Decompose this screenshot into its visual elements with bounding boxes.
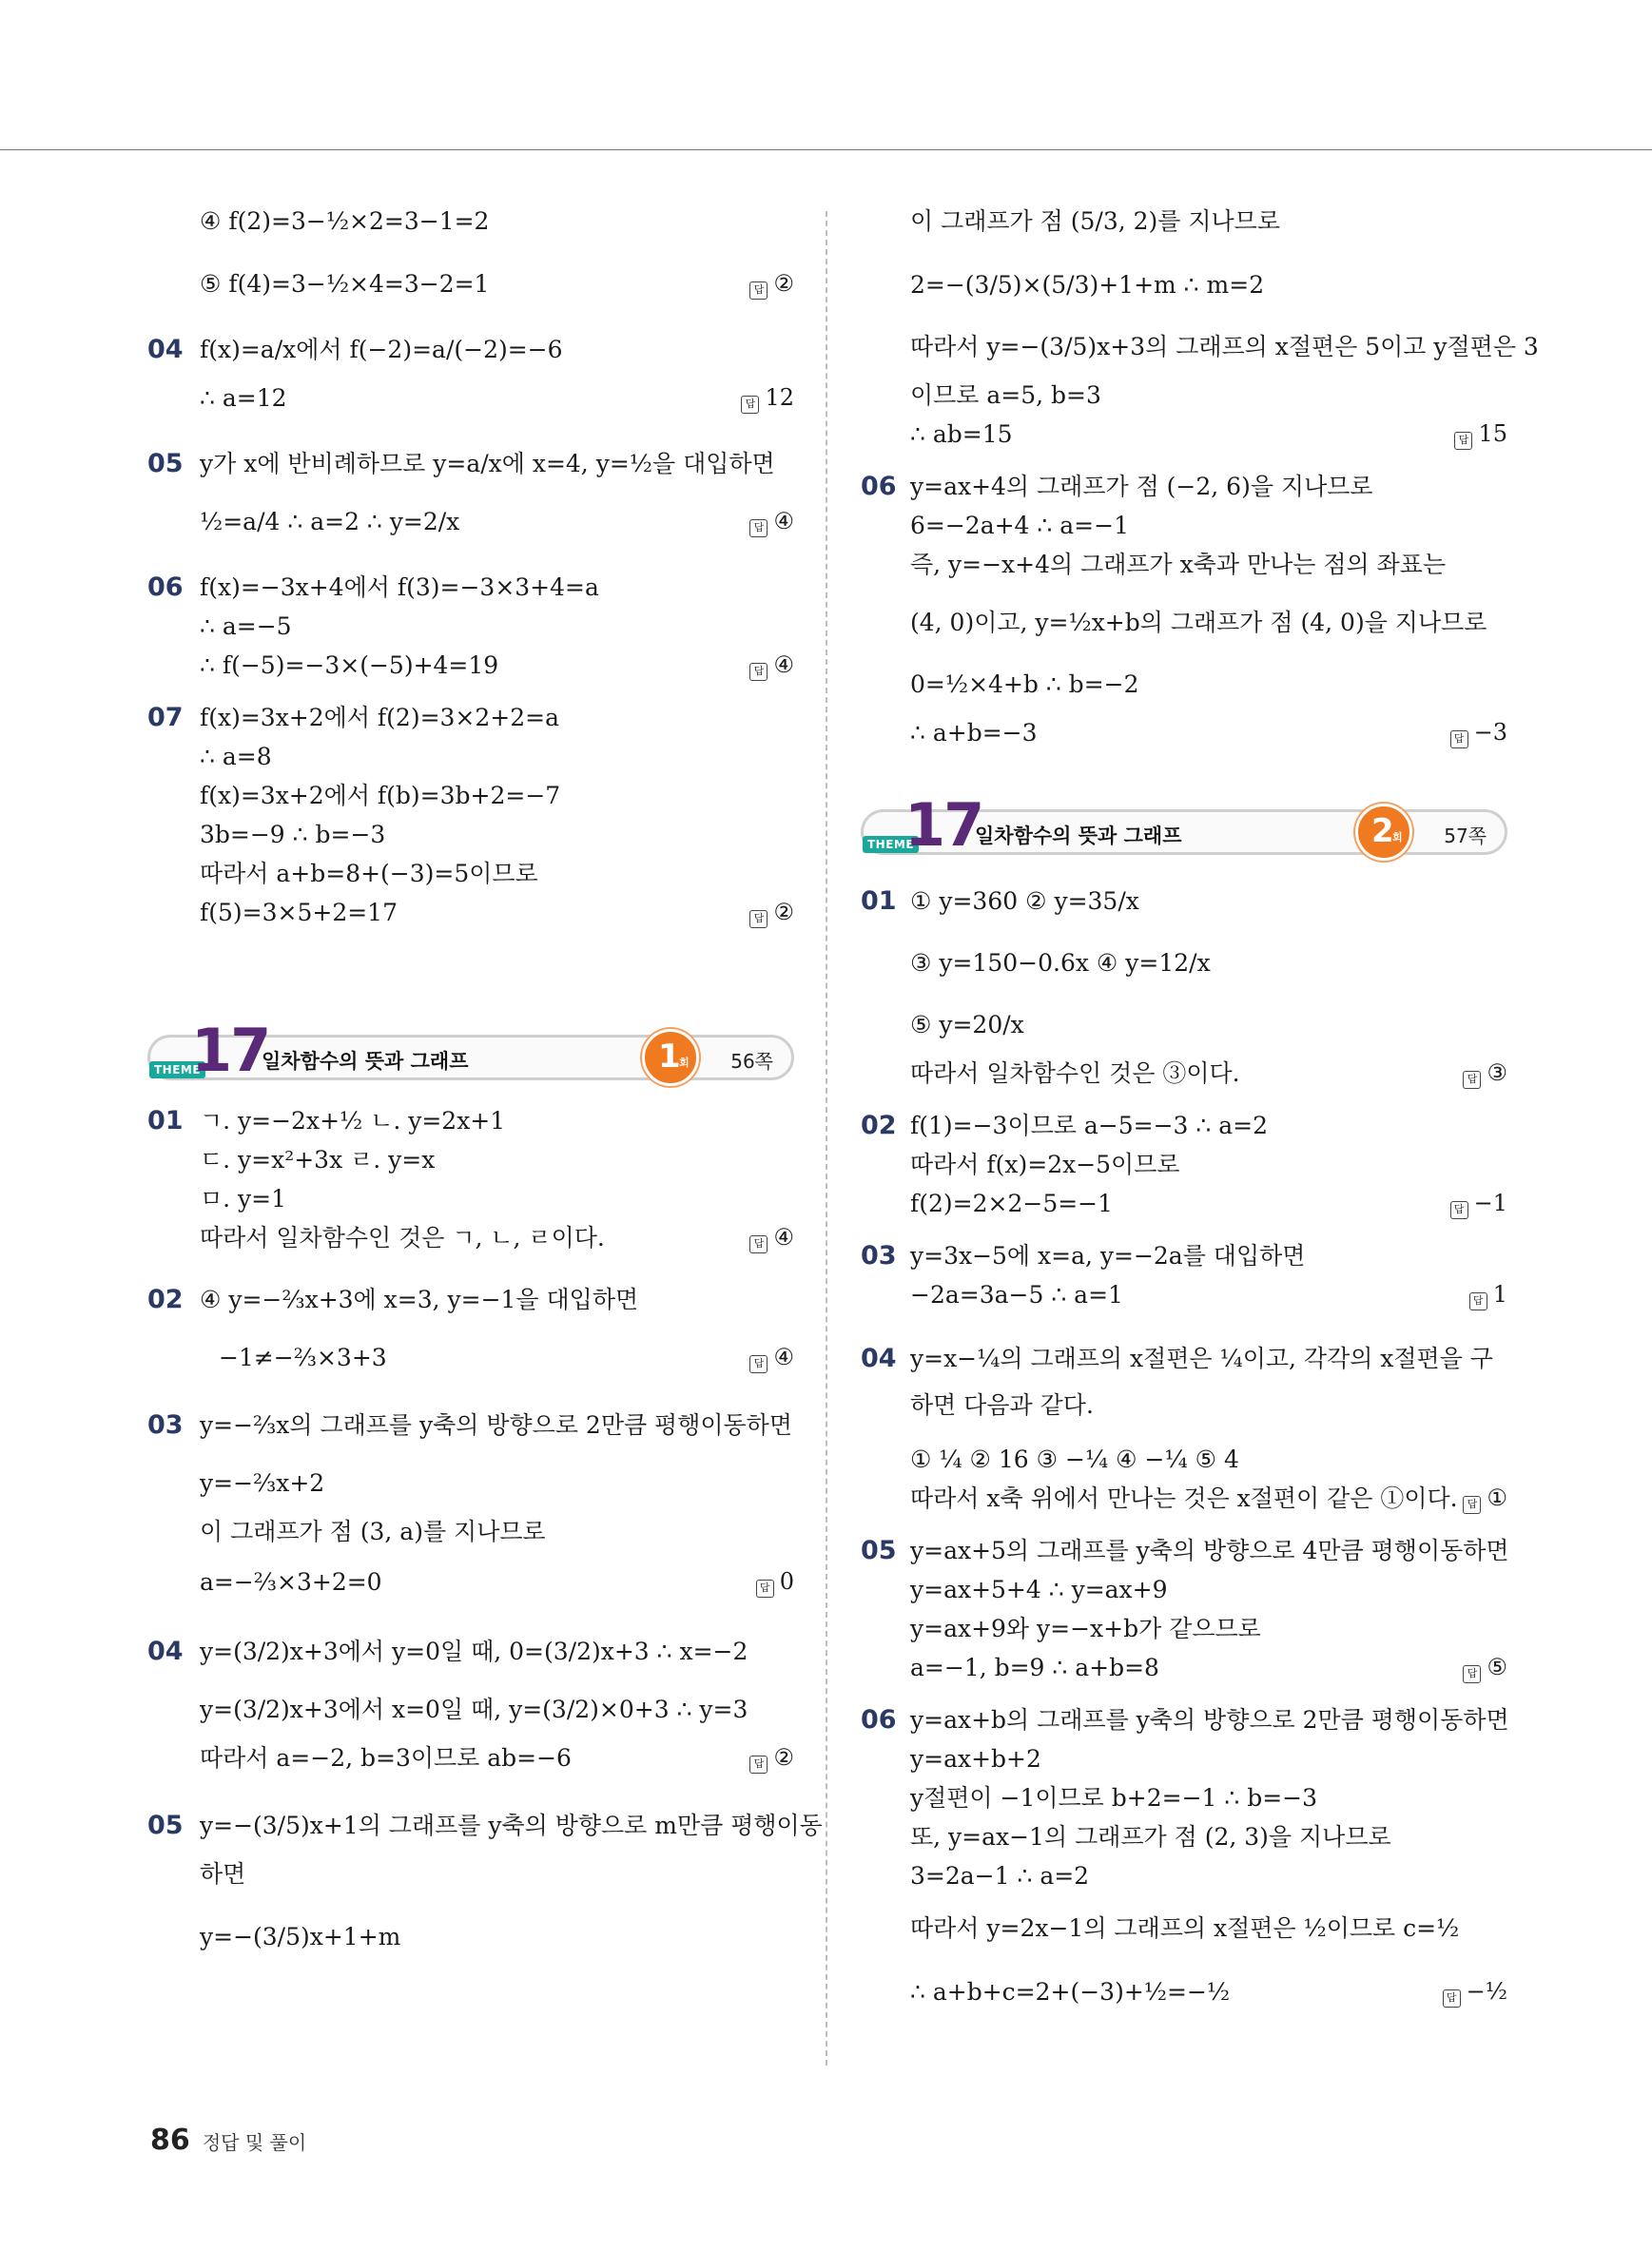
solution-line xyxy=(147,1218,794,1257)
answer-icon: 답 xyxy=(1450,730,1468,748)
answer xyxy=(1463,1054,1507,1093)
answer xyxy=(1450,1184,1507,1223)
solution-text: ∴ a+b=−3 xyxy=(910,719,1038,747)
solution-line xyxy=(147,1562,794,1601)
solution-text: ① y=360 ② y=35/x xyxy=(910,887,1139,915)
solution-text: (4, 0)이고, y=½x+b의 그래프가 점 (4, 0)을 지나므로 xyxy=(910,609,1487,636)
answer xyxy=(749,1218,794,1257)
solution-text: y=ax+b+2 xyxy=(910,1745,1041,1773)
answer-icon: 답 xyxy=(756,1580,774,1598)
solution-line xyxy=(147,893,794,932)
problem-number: 02 xyxy=(147,1285,184,1314)
solution-line xyxy=(861,603,1507,642)
solution-line xyxy=(147,1512,794,1551)
solution-line xyxy=(861,1609,1507,1648)
answer-icon: 답 xyxy=(1443,1989,1461,2008)
solution-line xyxy=(861,713,1507,752)
solution-line xyxy=(147,1280,794,1319)
answer-icon: 답 xyxy=(1450,1201,1468,1219)
solution-line xyxy=(861,1236,1507,1275)
solution-line xyxy=(147,815,794,854)
solution-text: a=−1, b=9 ∴ a+b=8 xyxy=(910,1654,1159,1681)
solution-text: ∴ a+b+c=2+(−3)+½=−½ xyxy=(910,1978,1231,2006)
left-column xyxy=(147,202,823,1956)
solution-text: f(x)=−3x+4에서 f(3)=−3×3+4=a xyxy=(200,573,599,601)
answer-value: 0 xyxy=(779,1568,794,1595)
answer-value: −1 xyxy=(1473,1190,1507,1216)
answer xyxy=(741,378,794,417)
answer-icon: 답 xyxy=(741,396,759,414)
solution-text: y=(3/2)x+3에서 x=0일 때, y=(3/2)×0+3 ∴ y=3 xyxy=(200,1696,748,1723)
answer xyxy=(1463,1479,1507,1518)
solution-text: ∴ ab=15 xyxy=(910,420,1013,448)
answer-icon: 답 xyxy=(1463,1071,1481,1089)
problem-number: 01 xyxy=(147,1106,184,1135)
solution-text: 따라서 a+b=8+(−3)=5이므로 xyxy=(200,860,538,887)
answer-icon: 답 xyxy=(749,281,768,300)
solution-text: f(x)=3x+2에서 f(2)=3×2+2=a xyxy=(200,704,559,731)
solution-line xyxy=(861,506,1507,545)
solution-text: 따라서 일차함수인 것은 ㄱ, ㄴ, ㄹ이다. xyxy=(200,1224,605,1252)
answer-value: ④ xyxy=(773,1224,794,1251)
solution-line xyxy=(861,545,1507,584)
solution-text: a=−⅔×3+2=0 xyxy=(200,1568,382,1596)
solution-line xyxy=(147,646,794,685)
solution-text: 또, y=ax−1의 그래프가 점 (2, 3)을 지나므로 xyxy=(910,1823,1391,1851)
solution-text: ㄷ. y=x²+3x ㄹ. y=x xyxy=(200,1146,436,1174)
theme-title: 일차함수의 뜻과 그래프 xyxy=(975,825,1182,847)
theme-title: 일차함수의 뜻과 그래프 xyxy=(262,1050,469,1073)
problem-number: 07 xyxy=(147,703,184,732)
solution-text: ① ¼ ② 16 ③ −¼ ④ −¼ ⑤ 4 xyxy=(910,1446,1239,1473)
solution-text: f(x)=a/x에서 f(−2)=a/(−2)=−6 xyxy=(200,336,563,363)
round-suffix: 회 xyxy=(679,1057,690,1069)
solution-text: y=−(3/5)x+1의 그래프를 y축의 방향으로 m만큼 평행이동 xyxy=(200,1812,823,1839)
theme-tag: THEME xyxy=(863,836,919,853)
solution-text: ∴ a=12 xyxy=(200,384,287,412)
solution-text: 따라서 f(x)=2x−5이므로 xyxy=(910,1151,1180,1178)
solution-line xyxy=(861,467,1507,506)
problem-number: 03 xyxy=(147,1410,184,1440)
solution-line xyxy=(147,1806,823,1845)
answer xyxy=(749,264,794,303)
solution-text: ∴ a=8 xyxy=(200,743,272,770)
solution-line xyxy=(147,854,794,893)
solution-line xyxy=(147,776,794,815)
solution-line xyxy=(861,1531,1507,1570)
solution-line xyxy=(147,1101,794,1140)
problem-number: 06 xyxy=(147,572,184,602)
answer xyxy=(1463,1648,1507,1687)
solution-line xyxy=(861,265,1507,304)
solution-line xyxy=(861,202,1507,241)
round-badge xyxy=(1355,804,1412,861)
solution-text: −1≠−⅔×3+3 xyxy=(219,1344,387,1371)
solution-text: 이 그래프가 점 (5/3, 2)를 지나므로 xyxy=(910,207,1280,235)
solution-text: 이 그래프가 점 (3, a)를 지나므로 xyxy=(200,1518,546,1545)
problem-number: 04 xyxy=(147,1637,184,1666)
problem-number: 02 xyxy=(861,1111,897,1140)
answer-icon: 답 xyxy=(1469,1292,1487,1310)
solution-line xyxy=(861,1339,1507,1378)
solution-text: 하면 xyxy=(200,1860,246,1888)
answer xyxy=(749,502,794,541)
solution-line xyxy=(861,882,1507,921)
answer-value: ⑤ xyxy=(1487,1654,1507,1680)
answer-value: ② xyxy=(773,270,794,297)
answer xyxy=(749,1338,794,1377)
solution-text: 6=−2a+4 ∴ a=−1 xyxy=(910,512,1129,539)
solution-text: ⑤ y=20/x xyxy=(910,1011,1024,1038)
solution-line xyxy=(861,1386,1507,1425)
solution-text: y=−⅔x+2 xyxy=(200,1469,325,1497)
answer-value: ④ xyxy=(773,651,794,678)
answer-icon: 답 xyxy=(749,1355,768,1373)
solution-text: 따라서 a=−2, b=3이므로 ab=−6 xyxy=(200,1744,572,1772)
answer-value: ① xyxy=(1487,1484,1507,1511)
answer-value: 15 xyxy=(1478,420,1507,447)
solution-line xyxy=(147,607,794,646)
solution-line xyxy=(147,1338,794,1377)
solution-line xyxy=(147,1690,794,1729)
solution-text: 3=2a−1 ∴ a=2 xyxy=(910,1862,1090,1890)
solution-line xyxy=(861,1054,1507,1093)
solution-text: f(5)=3×5+2=17 xyxy=(200,899,398,926)
solution-text: y=ax+4의 그래프가 점 (−2, 6)을 지나므로 xyxy=(910,473,1373,500)
solution-line xyxy=(147,568,794,607)
solution-line xyxy=(861,1739,1507,1778)
page-footer xyxy=(150,2124,306,2157)
round-badge xyxy=(642,1029,699,1086)
solution-line xyxy=(147,264,794,303)
theme-page-ref: 57쪽 xyxy=(1444,825,1487,847)
answer-value: 12 xyxy=(765,384,794,411)
solution-line xyxy=(861,1479,1507,1518)
problem-number: 05 xyxy=(147,449,184,478)
solution-text: 따라서 x축 위에서 만나는 것은 x절편이 같은 ①이다. xyxy=(910,1484,1458,1512)
solution-line xyxy=(147,202,794,241)
page-number: 86 xyxy=(150,2124,190,2157)
solution-line xyxy=(861,1817,1507,1856)
solution-text: 따라서 y=−(3/5)x+3의 그래프의 x절편은 5이고 y절편은 3 xyxy=(910,333,1539,360)
answer-value: −½ xyxy=(1466,1978,1507,2005)
solution-line xyxy=(861,1909,1507,1948)
problem-number: 05 xyxy=(147,1811,184,1840)
solution-text: 2=−(3/5)×(5/3)+1+m ∴ m=2 xyxy=(910,271,1265,299)
solution-text: ½=a/4 ∴ a=2 ∴ y=2/x xyxy=(200,508,460,535)
answer-value: ② xyxy=(773,1744,794,1771)
theme-header xyxy=(147,1016,794,1088)
solution-text: 따라서 y=2x−1의 그래프의 x절편은 ½이므로 c=½ xyxy=(910,1914,1460,1942)
solution-text: y=ax+b의 그래프를 y축의 방향으로 2만큼 평행이동하면 xyxy=(910,1706,1509,1734)
solution-line xyxy=(861,1856,1507,1895)
problem-number: 04 xyxy=(147,335,184,364)
round-suffix: 회 xyxy=(1392,831,1403,844)
solution-line xyxy=(861,1275,1507,1314)
answer-value: 1 xyxy=(1492,1281,1507,1308)
solution-line xyxy=(147,1464,794,1503)
solution-line xyxy=(861,1778,1507,1817)
solution-line xyxy=(147,1179,794,1218)
theme-header xyxy=(861,790,1507,863)
solution-line xyxy=(147,1854,794,1893)
solution-text: ∴ f(−5)=−3×(−5)+4=19 xyxy=(200,651,499,679)
solution-line xyxy=(147,1140,794,1179)
solution-line xyxy=(861,376,1507,415)
solution-text: ㅁ. y=1 xyxy=(200,1185,287,1213)
solution-line xyxy=(861,415,1507,454)
solution-line xyxy=(147,737,794,776)
solution-text: y=−⅔x의 그래프를 y축의 방향으로 2만큼 평행이동하면 xyxy=(200,1411,792,1439)
answer xyxy=(756,1562,794,1601)
round-number: 1 xyxy=(658,1038,681,1076)
solution-text: 하면 다음과 같다. xyxy=(910,1391,1094,1419)
answer-value: ② xyxy=(773,899,794,925)
solution-text: 즉, y=−x+4의 그래프가 x축과 만나는 점의 좌표는 xyxy=(910,551,1447,578)
solution-line xyxy=(861,1145,1507,1184)
answer-value: ③ xyxy=(1487,1059,1507,1086)
solution-line xyxy=(861,1648,1507,1687)
solution-text: ⑤ f(4)=3−½×4=3−2=1 xyxy=(200,270,490,298)
answer-icon: 답 xyxy=(1454,432,1472,450)
right-column xyxy=(861,202,1539,2011)
answer xyxy=(749,646,794,685)
answer xyxy=(1469,1275,1507,1314)
header-rule xyxy=(0,149,1652,150)
answer-value: ④ xyxy=(773,508,794,534)
solution-text: −2a=3a−5 ∴ a=1 xyxy=(910,1281,1123,1309)
answer xyxy=(1450,713,1507,752)
solution-text: y절편이 −1이므로 b+2=−1 ∴ b=−3 xyxy=(910,1784,1318,1812)
solution-line xyxy=(147,330,794,369)
answer-icon: 답 xyxy=(749,1756,768,1774)
answer xyxy=(1443,1972,1507,2011)
solution-line xyxy=(147,502,794,541)
solution-text: ③ y=150−0.6x ④ y=12/x xyxy=(910,949,1211,977)
solution-line xyxy=(861,1972,1507,2011)
problem-number: 06 xyxy=(861,1705,897,1735)
solution-text: 이므로 a=5, b=3 xyxy=(910,381,1101,409)
answer-icon: 답 xyxy=(1463,1665,1481,1683)
solution-line xyxy=(147,378,794,417)
solution-line xyxy=(861,1570,1507,1609)
solution-line xyxy=(147,1917,794,1956)
solution-text: y=ax+9와 y=−x+b가 같으므로 xyxy=(910,1615,1261,1642)
problem-number: 03 xyxy=(861,1241,897,1271)
answer-value: ④ xyxy=(773,1344,794,1370)
solution-text: f(2)=2×2−5=−1 xyxy=(910,1190,1114,1217)
answer-icon: 답 xyxy=(749,519,768,537)
solution-line xyxy=(861,1440,1507,1479)
problem-number: 05 xyxy=(861,1536,897,1565)
theme-page-ref: 56쪽 xyxy=(730,1050,773,1073)
solution-text: y=ax+5+4 ∴ y=ax+9 xyxy=(910,1576,1168,1603)
answer-icon: 답 xyxy=(749,663,768,681)
solution-line xyxy=(861,1005,1507,1044)
problem-number: 06 xyxy=(861,472,897,501)
solution-text: y가 x에 반비례하므로 y=a/x에 x=4, y=½을 대입하면 xyxy=(200,450,775,477)
answer xyxy=(749,1738,794,1777)
solution-line xyxy=(147,444,794,483)
solution-line xyxy=(861,665,1507,704)
column-divider xyxy=(826,211,827,2066)
answer-icon: 답 xyxy=(1463,1496,1481,1514)
solution-line xyxy=(861,327,1539,366)
round-number: 2 xyxy=(1371,812,1394,850)
solution-line xyxy=(861,1700,1507,1739)
answer-icon: 답 xyxy=(749,1235,768,1253)
solution-line xyxy=(861,1106,1507,1145)
theme-number: 17 xyxy=(904,790,983,860)
solution-text: y=(3/2)x+3에서 y=0일 때, 0=(3/2)x+3 ∴ x=−2 xyxy=(200,1638,748,1665)
solution-text: ④ f(2)=3−½×2=3−1=2 xyxy=(200,207,490,235)
solution-line xyxy=(147,1738,794,1777)
problem-number: 01 xyxy=(861,886,897,916)
solution-line xyxy=(147,698,794,737)
solution-text: 따라서 일차함수인 것은 ③이다. xyxy=(910,1059,1240,1087)
solution-text: y=ax+5의 그래프를 y축의 방향으로 4만큼 평행이동하면 xyxy=(910,1537,1509,1564)
solution-text: ㄱ. y=−2x+½ ㄴ. y=2x+1 xyxy=(200,1107,506,1135)
solution-text: y=−(3/5)x+1+m xyxy=(200,1923,401,1950)
solution-text: 0=½×4+b ∴ b=−2 xyxy=(910,670,1139,698)
solution-text: f(x)=3x+2에서 f(b)=3b+2=−7 xyxy=(200,782,561,809)
solution-text: 3b=−9 ∴ b=−3 xyxy=(200,821,386,848)
solution-line xyxy=(861,1184,1507,1223)
answer xyxy=(749,893,794,932)
solution-line xyxy=(861,943,1507,982)
solution-text: y=x−¼의 그래프의 x절편은 ¼이고, 각각의 x절편을 구 xyxy=(910,1345,1493,1372)
theme-tag: THEME xyxy=(149,1061,205,1078)
solution-text: ∴ a=−5 xyxy=(200,612,292,640)
footer-title: 정답 및 풀이 xyxy=(202,2131,307,2154)
solution-line xyxy=(147,1406,794,1445)
solution-text: ④ y=−⅔x+3에 x=3, y=−1을 대입하면 xyxy=(200,1286,639,1313)
answer xyxy=(1454,415,1507,454)
problem-number: 04 xyxy=(861,1344,897,1373)
answer-value: −3 xyxy=(1473,719,1507,746)
answer-icon: 답 xyxy=(749,910,768,928)
solution-text: f(1)=−3이므로 a−5=−3 ∴ a=2 xyxy=(910,1112,1268,1139)
solution-text: y=3x−5에 x=a, y=−2a를 대입하면 xyxy=(910,1242,1306,1270)
solution-line xyxy=(147,1632,794,1671)
theme-number: 17 xyxy=(191,1016,270,1085)
